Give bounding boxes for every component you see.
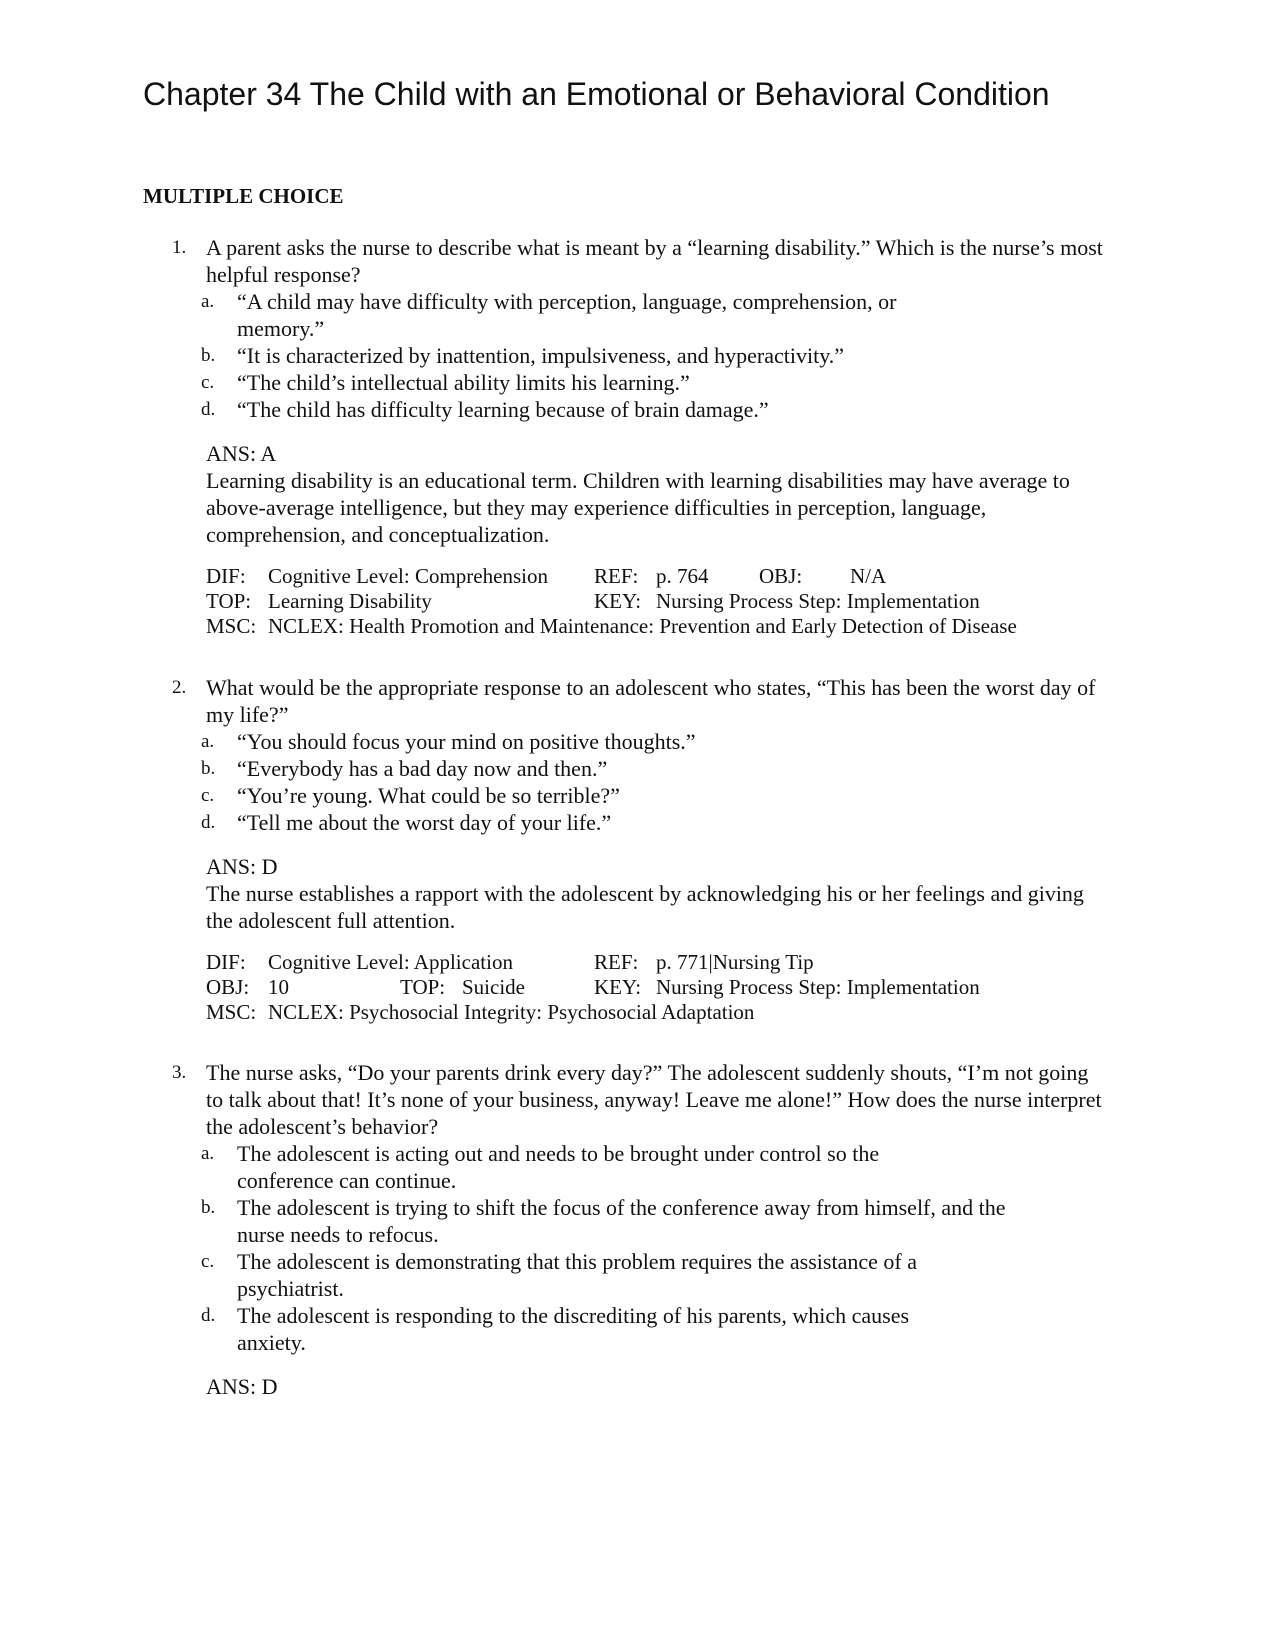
ref-label: REF:: [594, 950, 639, 974]
option-letter: d.: [201, 1305, 216, 1326]
obj-label: OBJ:: [759, 564, 803, 588]
option-letter: b.: [201, 345, 216, 366]
question-1: [172, 234, 1112, 639]
option-letter: d.: [201, 399, 216, 420]
metadata: [206, 950, 1112, 1025]
key-label: KEY:: [594, 589, 642, 613]
question-3: [172, 1059, 1112, 1400]
option-c: [201, 1248, 1112, 1302]
answer: ANS: D: [206, 854, 278, 879]
option-letter: a.: [201, 291, 215, 312]
rationale: Learning disability is an educational term. Children with learning disabilities may have average to above-average intelligence, but they may experience difficulties in perception, language, comprehension, and conceptualization.: [206, 468, 1070, 547]
option-b: [201, 342, 1112, 369]
option-d: [201, 809, 1112, 836]
key-label: KEY:: [594, 975, 642, 999]
option-a: [201, 288, 1112, 342]
question-stem: A parent asks the nurse to describe what is meant by a “learning disability.” Which is the nurse’s most helpful response?: [206, 235, 1103, 287]
option-text: “It is characterized by inattention, impulsiveness, and hyperactivity.”: [237, 343, 845, 368]
option-letter: b.: [201, 758, 216, 779]
option-text: “Tell me about the worst day of your life.”: [237, 810, 612, 835]
question-number: 2.: [172, 677, 187, 698]
option-c: [201, 782, 1112, 809]
answer: ANS: D: [206, 1374, 278, 1399]
option-text: “The child has difficulty learning because of brain damage.”: [237, 397, 769, 422]
top-value: Learning Disability: [268, 589, 432, 613]
option-text: The adolescent is acting out and needs to be brought under control so the conference can continue.: [237, 1141, 880, 1193]
key-value: Nursing Process Step: Implementation: [656, 589, 980, 613]
option-c: [201, 369, 1112, 396]
question-stem: What would be the appropriate response to an adolescent who states, “This has been the worst day of my life?”: [206, 675, 1096, 727]
answer: ANS: A: [206, 441, 277, 466]
msc-value: NCLEX: Health Promotion and Maintenance: Prevention and Early Detection of Disease: [268, 614, 1017, 638]
top-value: Suicide: [462, 975, 525, 999]
option-b: [201, 755, 1112, 782]
key-value: Nursing Process Step: Implementation: [656, 975, 980, 999]
option-letter: d.: [201, 812, 216, 833]
option-text: The adolescent is trying to shift the focus of the conference away from himself, and the nurse needs to refocus.: [237, 1195, 1006, 1247]
dif-value: Cognitive Level: Application: [268, 950, 513, 974]
option-b: [201, 1194, 1112, 1248]
ref-value: p. 764: [656, 564, 709, 588]
option-letter: c.: [201, 372, 215, 393]
question-stem: The nurse asks, “Do your parents drink every day?” The adolescent suddenly shouts, “I’m not going to talk about that! It’s none of your business, anyway! Leave me alone!” How does the nurse interpret the adolescent’s behavior?: [206, 1060, 1102, 1139]
option-d: [201, 1302, 1112, 1356]
ref-label: REF:: [594, 564, 639, 588]
option-text: “The child’s intellectual ability limits his learning.”: [237, 370, 690, 395]
option-letter: c.: [201, 785, 215, 806]
question-number: 3.: [172, 1062, 187, 1083]
option-a: [201, 1140, 1112, 1194]
msc-value: NCLEX: Psychosocial Integrity: Psychosocial Adaptation: [268, 1000, 755, 1024]
option-letter: c.: [201, 1251, 215, 1272]
obj-value: 10: [268, 975, 289, 999]
question-2: [172, 674, 1112, 1025]
ref-value: p. 771|Nursing Tip: [656, 950, 814, 974]
dif-label: DIF:: [206, 950, 246, 974]
option-text: “Everybody has a bad day now and then.”: [237, 756, 608, 781]
obj-value: N/A: [850, 564, 887, 588]
page-title: Chapter 34 The Child with an Emotional or Behavioral Condition: [143, 76, 1050, 112]
msc-label: MSC:: [206, 1000, 257, 1024]
option-letter: a.: [201, 1143, 215, 1164]
top-label: TOP:: [400, 975, 446, 999]
metadata: [206, 564, 1112, 639]
section-heading: MULTIPLE CHOICE: [143, 184, 344, 208]
obj-label: OBJ:: [206, 975, 250, 999]
dif-value: Cognitive Level: Comprehension: [268, 564, 548, 588]
option-d: [201, 396, 1112, 423]
option-letter: a.: [201, 731, 215, 752]
option-text: The adolescent is demonstrating that this problem requires the assistance of a psychiatrist.: [237, 1249, 917, 1301]
option-letter: b.: [201, 1197, 216, 1218]
rationale: The nurse establishes a rapport with the adolescent by acknowledging his or her feelings and giving the adolescent full attention.: [206, 881, 1084, 933]
option-text: “You should focus your mind on positive thoughts.”: [237, 729, 696, 754]
option-text: “A child may have difficulty with perception, language, comprehension, or memory.”: [237, 289, 897, 341]
option-a: [201, 728, 1112, 755]
msc-label: MSC:: [206, 614, 257, 638]
dif-label: DIF:: [206, 564, 246, 588]
top-label: TOP:: [206, 589, 252, 613]
option-text: The adolescent is responding to the discrediting of his parents, which causes anxiety.: [237, 1303, 910, 1355]
question-number: 1.: [172, 237, 187, 258]
option-text: “You’re young. What could be so terrible?”: [237, 783, 620, 808]
